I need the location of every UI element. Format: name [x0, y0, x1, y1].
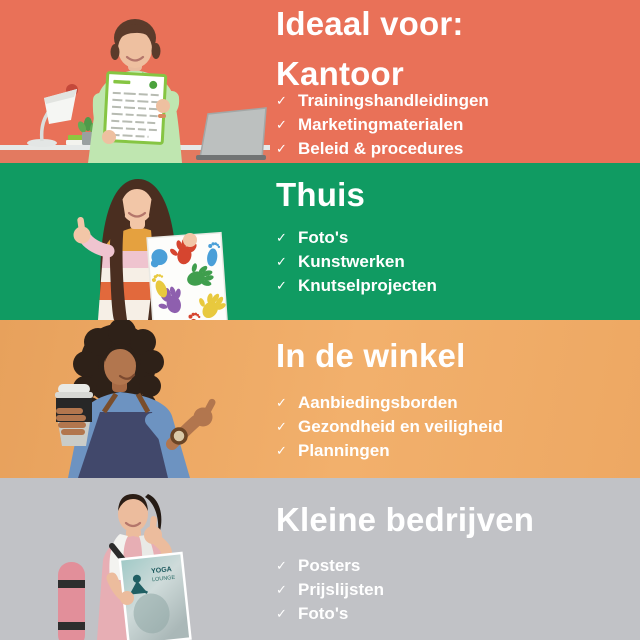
checklist-item-label: Planningen: [298, 441, 390, 460]
check-icon: ✓: [276, 419, 287, 434]
checklist-item-label: Trainingshandleidingen: [298, 91, 489, 110]
check-icon: ✓: [276, 117, 287, 132]
checklist-item: [276, 440, 503, 461]
checklist-item: [276, 90, 489, 111]
checklist-item-label: Foto's: [298, 228, 349, 247]
checklist-item-label: Posters: [298, 556, 361, 575]
section-winkel: [0, 320, 640, 478]
checklist-thuis: [276, 227, 437, 299]
checklist-item-label: Knutselprojecten: [298, 276, 437, 295]
photo-barista-pointing: [0, 320, 270, 478]
section-kantoor: [0, 0, 640, 163]
checklist-item: [276, 227, 437, 248]
check-icon: ✓: [276, 582, 287, 597]
check-icon: ✓: [276, 93, 287, 108]
checklist-item: [276, 392, 503, 413]
small-business-illustration: [0, 478, 270, 640]
poster-title-line2: LOUNGE: [151, 574, 176, 584]
checklist-item: [276, 579, 384, 600]
section-thuis: [0, 163, 640, 320]
checklist-winkel: [276, 392, 503, 464]
photo-girl-artwork: [0, 163, 270, 320]
thumbs-up-hand: [74, 217, 91, 244]
office-illustration: [0, 0, 270, 163]
checklist-item: [276, 603, 384, 624]
section-heading-kantoor: Kantoor: [276, 55, 404, 92]
check-icon: ✓: [276, 395, 287, 410]
checklist-kantoor: [276, 90, 489, 162]
section-thuis-text: [276, 163, 634, 320]
check-icon: ✓: [276, 558, 287, 573]
checklist-item: [276, 416, 503, 437]
laptop: [196, 108, 266, 160]
holding-hand: [183, 233, 197, 247]
home-illustration: [0, 163, 270, 320]
checklist-item: [276, 138, 489, 159]
checklist-item: [276, 114, 489, 135]
holding-hand: [120, 591, 134, 605]
checklist-item-label: Marketingmaterialen: [298, 115, 464, 134]
checklist-item-label: Prijslijsten: [298, 580, 384, 599]
coffee-cup: [55, 384, 93, 446]
checklist-item-label: Kunstwerken: [298, 252, 405, 271]
section-heading-bedrijven: Kleine bedrijven: [276, 501, 535, 538]
check-icon: ✓: [276, 278, 287, 293]
section-bedrijven-text: [276, 478, 634, 640]
yoga-mat: [58, 562, 85, 640]
wooden-watch: [172, 429, 186, 443]
check-icon: ✓: [276, 141, 287, 156]
pointing-hand: [194, 398, 217, 427]
section-kantoor-text: [276, 0, 634, 163]
check-icon: ✓: [276, 230, 287, 245]
poster-title-line1: YOGA: [150, 566, 173, 576]
section-heading-thuis: Thuis: [276, 176, 365, 213]
photo-yoga-woman: [0, 478, 270, 640]
checklist-item-label: Foto's: [298, 604, 349, 623]
check-icon: ✓: [276, 443, 287, 458]
checklist-item-label: Beleid & procedures: [298, 139, 464, 158]
photo-office-woman: [0, 0, 270, 163]
check-icon: ✓: [276, 254, 287, 269]
check-icon: ✓: [276, 606, 287, 621]
page-title: Ideaal voor:: [276, 5, 464, 42]
checklist-item: [276, 275, 437, 296]
checklist-item-label: Aanbiedingsborden: [298, 393, 458, 412]
store-illustration: [0, 320, 270, 478]
section-bedrijven: [0, 478, 640, 640]
checklist-bedrijven: [276, 555, 384, 627]
section-heading-winkel: In de winkel: [276, 337, 466, 374]
checklist-item-label: Gezondheid en veiligheid: [298, 417, 503, 436]
checklist-item: [276, 555, 384, 576]
section-winkel-text: [276, 320, 634, 478]
checklist-item: [276, 251, 437, 272]
